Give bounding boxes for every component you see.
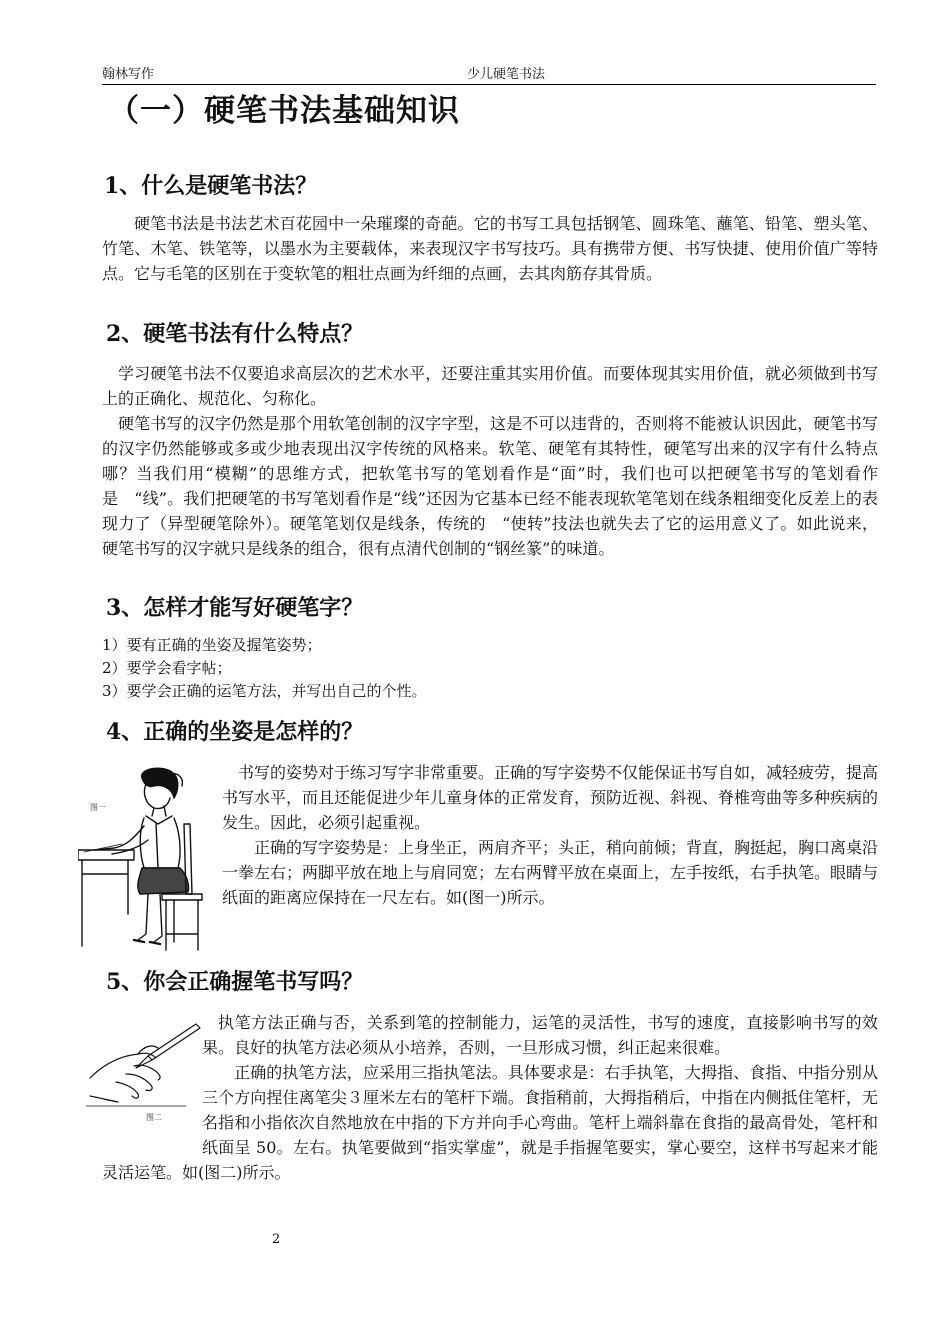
header-rule: [102, 84, 876, 85]
section-4-paragraph: 书写的姿势对于练习写字非常重要。正确的写字姿势不仅能保证书写自如，减轻疲劳，提高书写水平，而且还能促进少年儿童身体的正常发育，预防近视、斜视、脊椎弯曲等多种疾病的发生。因此，必须引起重视。: [222, 763, 879, 832]
section-5-paragraph-text: 正确的执笔方法，应采用三指执笔法。具体要求是：右手执笔，大拇指、食指、中指分别从三个方向捏住离笔尖３厘米左右的笔杆下端。食指稍前，大拇指稍后，中指在内侧抵住笔杆，无名指和小指依次自然地放在中指的下方并向手心弯曲。笔杆上端斜靠在食指的最高骨处，笔杆和纸面呈 50。左右。执笔要做到“指实掌虚”，就是手指握笔要实，掌心要空，这样书写起来才能灵活运笔。如(图二)所示。: [102, 1063, 878, 1182]
section-5-body: [102, 1010, 878, 1185]
section-1-body: [102, 211, 878, 286]
figure-1-label: 图一: [90, 803, 106, 812]
sitting-child-drawing: [78, 764, 218, 954]
page-header: [102, 66, 876, 84]
section-1-paragraph: 硬笔书法是书法艺术百花园中一朵璀璨的奇葩。它的书写工具包括钢笔、圆珠笔、蘸笔、铅笔、塑头笔、竹笔、木笔、铁笔等，以墨水为主要载体，来表现汉字书写技巧。具有携带方便、书写快捷、使用价值广等特点。它与毛笔的区别在于变软笔的粗壮点画为纤细的点画，去其肉筋存其骨质。: [102, 214, 878, 283]
section-1-heading: 1、什么是硬笔书法？: [104, 173, 318, 199]
section-5-paragraph: [102, 1060, 878, 1185]
list-item: 1）要有正确的坐姿及握笔姿势；: [102, 636, 322, 654]
section-2-paragraph: 硬笔书写的汉字仍然是那个用软笔创制的汉字字型，这是不可以违背的，否则将不能被认识因此，硬笔书写的汉字仍然能够或多或少地表现出汉字传统的风格来。软笔、硬笔有其特性，硬笔写出来的汉字有什么特点哪？当我们用“模糊”的思维方式，把软笔书写的笔划看作是“面”时，我们也可以把硬笔书写的笔划看作是 “线”。我们把硬笔的书写笔划看作是“线”还因为它基本已经不能表现软笔笔划在线条粗细变化反差上的表现力了（异型硬笔除外）。硬笔笔划仅是线条，传统的 “使转”技法也就失去了它的运用意义了。如此说来，硬笔书写的汉字就只是线条的组合，很有点清代创制的“钢丝篆”的味道。: [102, 414, 878, 558]
sitting-posture-illustration: [78, 764, 218, 954]
section-2-body: [102, 361, 878, 561]
section-4-body: [222, 760, 878, 910]
list-item: 3）要学会正确的运笔方法，并写出自己的个性。: [102, 682, 427, 700]
page-number: 2: [272, 1232, 281, 1247]
section-4-heading: 4、正确的坐姿是怎样的？: [106, 719, 364, 745]
section-5-heading: 5、你会正确握笔书写吗？: [106, 969, 364, 995]
section-3-list: [102, 634, 427, 703]
figure-2-label: 图二: [146, 1113, 162, 1122]
list-item: 2）要学会看字帖；: [102, 659, 232, 677]
section-4-paragraph: 正确的写字姿势是：上身坐正，两肩齐平；头正，稍向前倾；背直，胸挺起，胸口离桌沿一拳左右；两脚平放在地上与肩同宽；左右两臂平放在桌面上，左手按纸，右手执笔。眼睛与纸面的距离应保持在一尺左右。如(图一)所示。: [222, 838, 879, 907]
header-center-text: 少儿硬笔书法: [467, 67, 546, 82]
header-left-text: 翰林写作: [102, 67, 155, 82]
chapter-title: （一）硬笔书法基础知识: [108, 93, 460, 129]
section-2-heading: 2、硬笔书法有什么特点？: [106, 321, 364, 347]
section-5-paragraph: 执笔方法正确与否，关系到笔的控制能力，运笔的灵活性，书写的速度，直接影响书写的效果。良好的执笔方法必须从小培养，否则，一旦形成习惯，纠正起来很难。: [202, 1013, 878, 1057]
section-3-heading: 3、怎样才能写好硬笔字？: [106, 595, 364, 621]
section-2-paragraph: 学习硬笔书法不仅要追求高层次的艺术水平，还要注重其实用价值。而要体现其实用价值，就必须做到书写上的正确化、规范化、匀称化。: [102, 364, 878, 408]
